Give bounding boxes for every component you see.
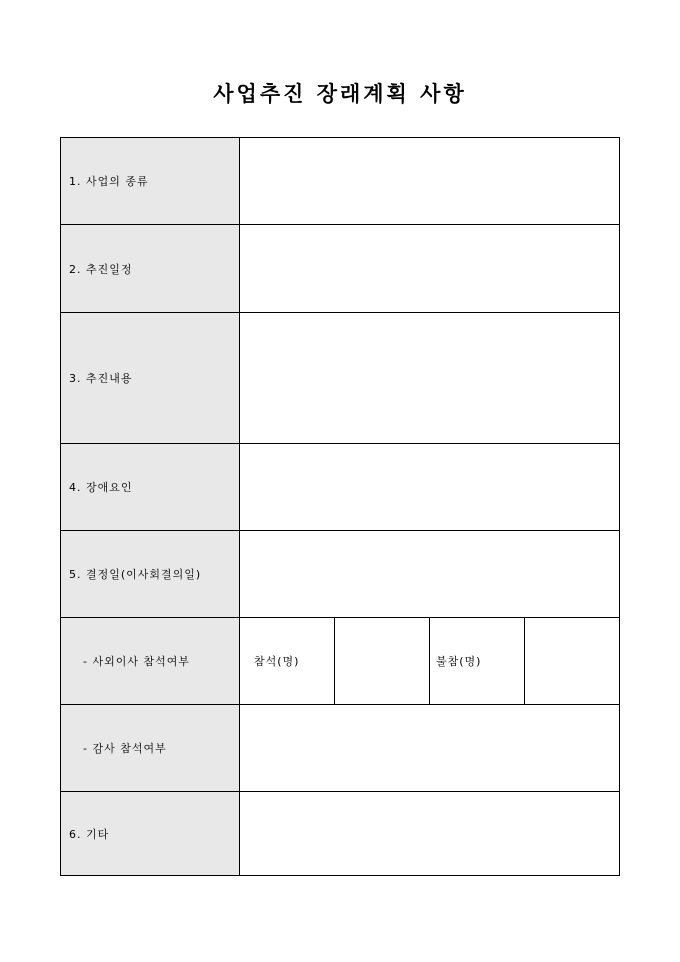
value-other[interactable] (240, 792, 620, 876)
plan-form-table (60, 137, 620, 876)
value-decision-date[interactable] (240, 531, 620, 618)
document-title: 사업추진 장래계획 사항 (213, 81, 467, 106)
label-business-type: 1. 사업의 종류 (61, 138, 240, 225)
row-schedule (61, 225, 620, 313)
label-other: 6. 기타 (61, 792, 240, 876)
label-obstacles: 4. 장애요인 (61, 444, 240, 531)
label-decision-date: 5. 결정일(이사회결의일) (61, 531, 240, 618)
row-other (61, 792, 620, 876)
label-absent-count: 불참(명) (430, 618, 525, 705)
value-content[interactable] (240, 313, 620, 444)
value-absent-count[interactable] (525, 618, 620, 705)
value-auditor[interactable] (240, 705, 620, 792)
label-attend-count: 참석(명) (240, 618, 335, 705)
row-content (61, 313, 620, 444)
value-attend-count[interactable] (335, 618, 430, 705)
label-content: 3. 추진내용 (61, 313, 240, 444)
row-decision-date (61, 531, 620, 618)
row-obstacles (61, 444, 620, 531)
label-auditor: - 감사 참석여부 (61, 705, 240, 792)
label-schedule: 2. 추진일정 (61, 225, 240, 313)
row-business-type (61, 138, 620, 225)
value-business-type[interactable] (240, 138, 620, 225)
row-outside-directors (61, 618, 620, 705)
value-obstacles[interactable] (240, 444, 620, 531)
label-outside-directors: - 사외이사 참석여부 (61, 618, 240, 705)
row-auditor (61, 705, 620, 792)
value-schedule[interactable] (240, 225, 620, 313)
